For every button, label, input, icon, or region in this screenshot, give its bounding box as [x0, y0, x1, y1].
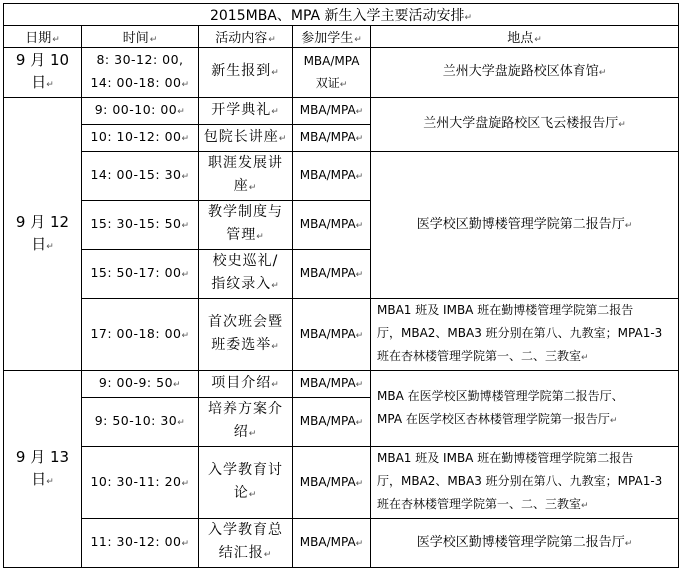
paragraph-mark: ↵: [355, 380, 364, 390]
header-row: [4, 26, 679, 48]
activity-text: 项目介绍: [211, 374, 272, 391]
schedule-table: [3, 3, 679, 568]
participants-cell: [293, 98, 371, 125]
paragraph-mark: ↵: [278, 133, 288, 144]
activity-text: 指纹录入: [211, 276, 272, 292]
time-text: 15: 30-15: 50: [90, 216, 182, 231]
participants-cell: [293, 125, 371, 152]
participants-cell: [293, 447, 371, 519]
activity-text: 管理: [226, 227, 257, 243]
activity-text: 包院长讲座: [203, 128, 279, 145]
time-cell: [82, 48, 199, 98]
paragraph-mark: ↵: [624, 220, 633, 231]
paragraph-mark: ↵: [355, 134, 364, 144]
paragraph-mark: ↵: [46, 241, 54, 252]
participants-cell: [293, 48, 371, 98]
paragraph-mark: ↵: [355, 330, 364, 341]
time-text: 9: 00-10: 00: [94, 102, 178, 117]
activity-cell: [199, 447, 293, 519]
paragraph-mark: ↵: [271, 341, 280, 352]
paragraph-mark: ↵: [263, 550, 273, 560]
paragraph-mark: ↵: [181, 539, 190, 549]
paragraph-mark: ↵: [181, 172, 190, 182]
paragraph-mark: ↵: [248, 429, 258, 439]
date-cell: [4, 48, 82, 98]
activity-cell: [199, 125, 293, 152]
paragraph-mark: ↵: [271, 68, 280, 78]
paragraph-mark: ↵: [52, 35, 60, 45]
participants-text: MBA/MPA: [303, 53, 360, 68]
participants-text: MBA/MPA: [299, 217, 356, 231]
activity-text: 绍: [233, 424, 249, 440]
header-location-text: 地点: [507, 31, 534, 46]
activity-cell: [199, 398, 293, 447]
table-row: [4, 98, 679, 125]
time-cell: [82, 519, 199, 568]
location-cell: [371, 299, 679, 371]
activity-text: 座: [233, 178, 249, 194]
paragraph-mark: ↵: [271, 379, 280, 390]
location-cell: [371, 371, 679, 447]
paragraph-mark: ↵: [581, 353, 589, 363]
date-text: 日: [31, 469, 47, 488]
paragraph-mark: ↵: [149, 35, 158, 45]
activity-text: 入学教育总: [208, 522, 283, 538]
activity-text: 校史巡礼/: [212, 253, 279, 269]
activity-cell: [199, 152, 293, 201]
table-title-text: 2015MBA、MPA 新生入学主要活动安排: [209, 7, 465, 24]
location-text: MBA1 班及 IMBA 班在勤博楼管理学院第二报告: [377, 303, 634, 317]
paragraph-mark: ↵: [181, 270, 190, 280]
header-date-text: 日期: [25, 31, 52, 46]
paragraph-mark: ↵: [355, 270, 364, 280]
activity-text: 入学教育讨: [208, 461, 283, 478]
location-cell: [371, 519, 679, 568]
activity-text: 结汇报: [218, 545, 264, 561]
location-cell: [371, 152, 679, 299]
header-activity: [199, 26, 293, 48]
table-row: [4, 152, 679, 201]
paragraph-mark: ↵: [618, 120, 626, 130]
paragraph-mark: ↵: [534, 35, 542, 45]
location-text: 兰州大学盘旋路校区体育馆: [442, 64, 599, 79]
header-location: [371, 26, 679, 48]
header-participants: [293, 26, 371, 48]
paragraph-mark: ↵: [181, 478, 190, 489]
activity-text: 班委选举: [211, 336, 272, 353]
paragraph-mark: ↵: [339, 79, 348, 90]
location-text: 厅，MBA2、MBA3 班分别在第八、九教室；MPA1-3: [377, 474, 663, 488]
time-text: 8: 30-12: 00,: [96, 52, 184, 67]
paragraph-mark: ↵: [355, 107, 364, 117]
location-text: 兰州大学盘旋路校区飞云楼报告厅: [423, 116, 619, 131]
time-cell: [82, 152, 199, 201]
table-row: [4, 519, 679, 568]
location-text: 班在杏林楼管理学院第一、二、三教室: [377, 497, 582, 511]
paragraph-mark: ↵: [355, 418, 364, 428]
table-row: [4, 371, 679, 398]
paragraph-mark: ↵: [271, 281, 280, 291]
activity-text: 首次班会暨: [208, 313, 283, 330]
time-text: 14: 00-15: 30: [90, 167, 182, 182]
activity-cell: [199, 98, 293, 125]
paragraph-mark: ↵: [173, 380, 182, 390]
paragraph-mark: ↵: [609, 415, 618, 426]
title-row: [4, 4, 679, 26]
paragraph-mark: ↵: [355, 478, 364, 489]
header-participants-text: 参加学生: [301, 31, 354, 46]
participants-text: MBA/MPA: [299, 266, 356, 280]
location-text: MBA1 班及 IMBA 班在勤博楼管理学院第二报告: [377, 451, 634, 465]
location-cell: [371, 447, 679, 519]
paragraph-mark: ↵: [354, 35, 362, 45]
activity-text: 培养方案介: [208, 401, 283, 417]
time-cell: [82, 201, 199, 250]
paragraph-mark: ↵: [256, 232, 265, 242]
paragraph-mark: ↵: [181, 221, 190, 231]
paragraph-mark: ↵: [598, 68, 607, 78]
time-text: 10: 30-11: 20: [90, 473, 182, 489]
time-text: 15: 50-17: 00: [90, 265, 182, 280]
paragraph-mark: ↵: [464, 12, 473, 23]
paragraph-mark: ↵: [181, 134, 190, 144]
participants-text: MBA/MPA: [299, 130, 356, 144]
participants-cell: [293, 519, 371, 568]
table-row: [4, 299, 679, 371]
location-text: 医学校区勤博楼管理学院第二报告厅: [416, 216, 625, 232]
participants-text: MBA/MPA: [299, 376, 356, 390]
location-text: MPA 在医学校区杏林楼管理学院第一报告厅: [377, 411, 610, 426]
participants-text: MBA/MPA: [299, 326, 356, 341]
participants-text: MBA/MPA: [299, 474, 356, 489]
paragraph-mark: ↵: [581, 501, 589, 511]
time-text: 11: 30-12: 00: [90, 534, 182, 549]
participants-text: MBA/MPA: [299, 535, 356, 549]
paragraph-mark: ↵: [46, 80, 54, 90]
header-time-text: 时间: [122, 31, 149, 46]
paragraph-mark: ↵: [355, 172, 364, 182]
location-text: MBA 在医学校区勤博楼管理学院第二报告厅、: [377, 388, 624, 403]
date-cell: [4, 98, 82, 371]
paragraph-mark: ↵: [248, 183, 258, 193]
location-text: 医学校区勤博楼管理学院第二报告厅: [416, 534, 625, 550]
participants-text: 双证: [315, 75, 340, 90]
time-cell: [82, 250, 199, 299]
paragraph-mark: ↵: [271, 106, 280, 117]
table-title: [4, 4, 679, 26]
paragraph-mark: ↵: [355, 221, 364, 231]
activity-text: 开学典礼: [211, 101, 272, 118]
paragraph-mark: ↵: [355, 539, 364, 549]
time-cell: [82, 299, 199, 371]
location-text: 班在杏林楼管理学院第一、二、三教室: [377, 349, 582, 363]
date-text: 日: [31, 73, 47, 91]
time-text: 17: 00-18: 00: [90, 325, 182, 341]
participants-cell: [293, 299, 371, 371]
time-text: 9: 50-10: 30: [94, 413, 178, 428]
paragraph-mark: ↵: [46, 476, 54, 487]
header-activity-text: 活动内容: [215, 31, 268, 46]
time-cell: [82, 98, 199, 125]
paragraph-mark: ↵: [268, 35, 276, 45]
time-cell: [82, 447, 199, 519]
time-text: 14: 00-18: 00: [90, 75, 182, 90]
table-row: [4, 447, 679, 519]
time-cell: [82, 125, 199, 152]
participants-cell: [293, 152, 371, 201]
header-time: [82, 26, 199, 48]
time-text: 9: 00-9: 50: [98, 375, 174, 390]
activity-cell: [199, 48, 293, 98]
participants-text: MBA/MPA: [299, 103, 356, 117]
participants-cell: [293, 398, 371, 447]
time-text: 10: 10-12: 00: [90, 129, 182, 144]
location-text: 厅，MBA2、MBA3 班分别在第八、九教室；MPA1-3: [377, 326, 663, 340]
location-cell: [371, 48, 679, 98]
date-text: 9 月 12: [15, 212, 70, 231]
date-text: 9 月 10: [15, 51, 70, 69]
header-date: [4, 26, 82, 48]
paragraph-mark: ↵: [177, 418, 186, 428]
time-cell: [82, 398, 199, 447]
activity-cell: [199, 201, 293, 250]
participants-text: MBA/MPA: [299, 168, 356, 182]
paragraph-mark: ↵: [181, 80, 190, 90]
activity-text: 新生报到: [211, 63, 272, 79]
activity-text: 教学制度与: [208, 204, 283, 220]
paragraph-mark: ↵: [177, 107, 186, 117]
activity-cell: [199, 371, 293, 398]
paragraph-mark: ↵: [181, 330, 190, 341]
activity-text: 职涯发展讲: [208, 155, 283, 171]
paragraph-mark: ↵: [248, 489, 258, 500]
activity-cell: [199, 299, 293, 371]
paragraph-mark: ↵: [624, 538, 633, 549]
date-text: 9 月 13: [15, 447, 70, 466]
participants-cell: [293, 201, 371, 250]
location-cell: [371, 98, 679, 152]
activity-cell: [199, 519, 293, 568]
participants-cell: [293, 371, 371, 398]
participants-text: MBA/MPA: [299, 414, 356, 428]
participants-cell: [293, 250, 371, 299]
time-cell: [82, 371, 199, 398]
activity-cell: [199, 250, 293, 299]
activity-text: 论: [233, 484, 249, 501]
table-row: [4, 48, 679, 98]
date-cell: [4, 371, 82, 568]
date-text: 日: [31, 234, 47, 253]
